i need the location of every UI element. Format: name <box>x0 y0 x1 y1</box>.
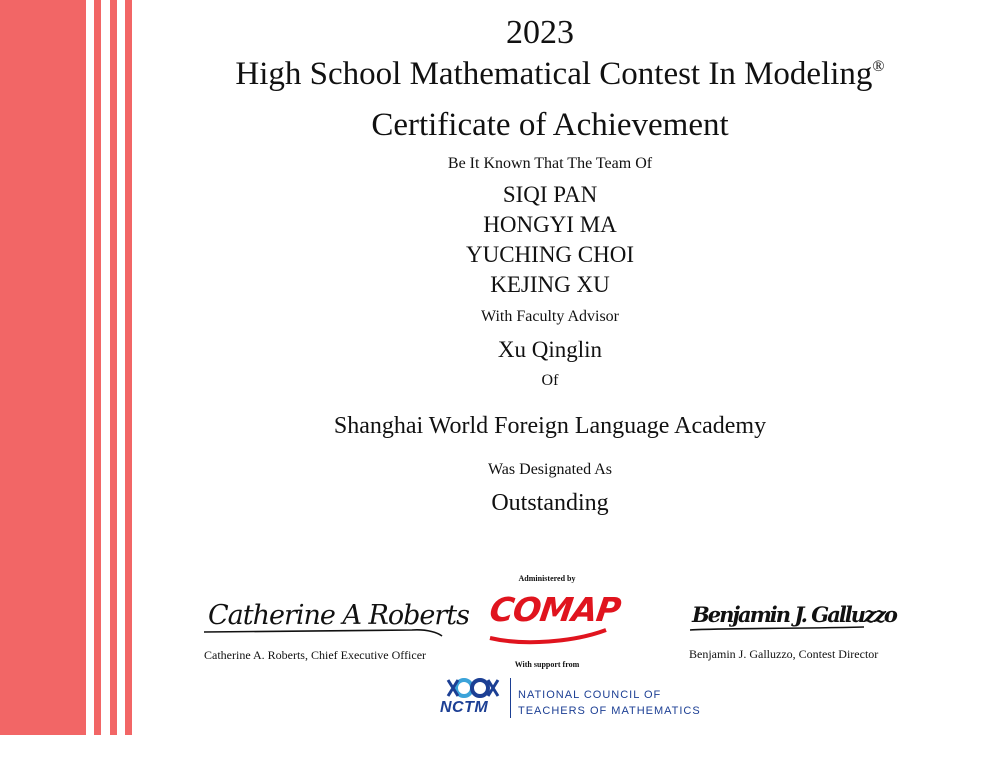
of-label: Of <box>541 372 559 389</box>
director-signature-flourish <box>688 600 868 644</box>
nctm-logo-text: NCTM <box>440 699 489 716</box>
nctm-logo-mark <box>442 676 502 700</box>
contest-name-line <box>60 56 1000 93</box>
certificate-title: Certificate of Achievement <box>371 107 729 143</box>
ceo-signature-script: Catherine A Roberts <box>208 600 470 631</box>
designation: Outstanding <box>491 490 609 516</box>
advisor-name: Xu Qinglin <box>497 337 603 362</box>
registered-mark: ® <box>872 58 885 75</box>
director-signature <box>688 600 896 644</box>
comap-logo <box>484 588 623 648</box>
school-name: Shanghai World Foreign Language Academy <box>333 413 767 439</box>
director-caption: Benjamin J. Galluzzo, Contest Director <box>689 647 879 661</box>
team-member-name: YUCHING CHOI <box>465 242 635 267</box>
administered-by-label: Administered by <box>518 574 576 583</box>
advisor-label: With Faculty Advisor <box>480 308 619 325</box>
nctm-name-line-2: TEACHERS OF MATHEMATICS <box>518 705 701 717</box>
nctm-divider <box>510 678 511 718</box>
ceo-caption: Catherine A. Roberts, Chief Executive Officer <box>204 648 427 662</box>
nctm-logo <box>436 676 706 720</box>
support-label: With support from <box>514 660 580 669</box>
certificate-year: 2023 <box>506 14 574 51</box>
contest-name: High School Mathematical Contest In Modeling <box>235 56 873 92</box>
team-member-name: HONGYI MA <box>483 212 617 237</box>
comap-logo-text: COMAP <box>487 590 623 629</box>
intro-line: Be It Known That The Team Of <box>447 155 653 172</box>
director-signature-script: Benjamin J. Galluzzo <box>692 602 896 627</box>
team-member-name: KEJING XU <box>490 272 610 297</box>
ceo-signature-flourish <box>200 598 445 644</box>
team-member-name: SIQI PAN <box>502 182 598 207</box>
designation-label: Was Designated As <box>487 461 613 478</box>
nctm-name-line-1: NATIONAL COUNCIL OF <box>518 689 662 701</box>
ceo-signature <box>200 598 470 644</box>
